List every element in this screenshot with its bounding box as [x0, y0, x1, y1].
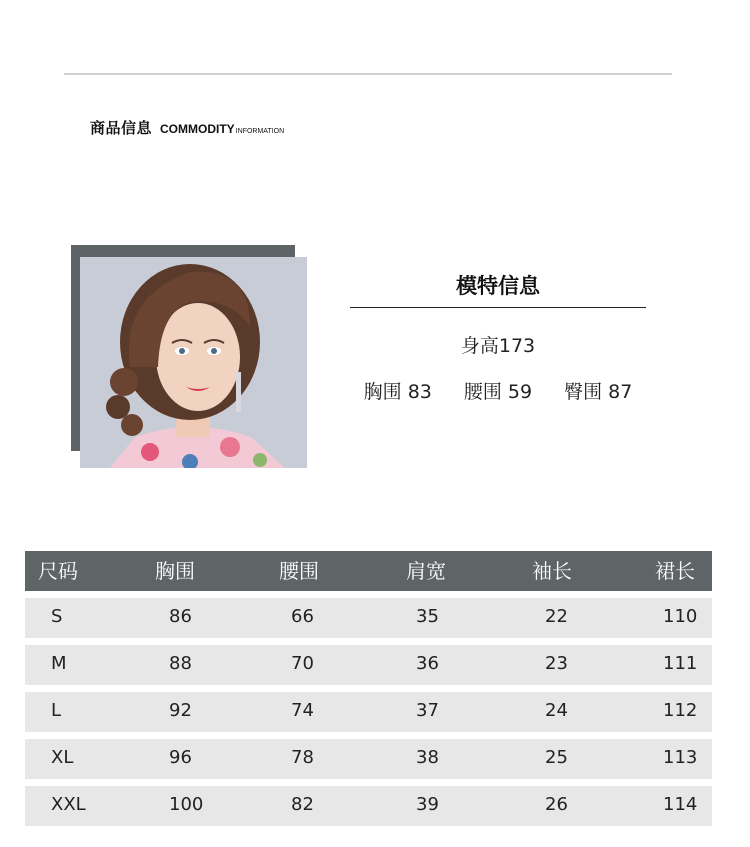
model-photo: [80, 257, 307, 468]
header-length: 裙长: [655, 559, 695, 583]
cell-length: 113: [663, 747, 698, 768]
cell-sleeve: 26: [545, 794, 568, 815]
table-row: [25, 645, 712, 685]
cell-length: 110: [663, 606, 698, 627]
cell-sleeve: 22: [545, 606, 568, 627]
cell-size: XXL: [51, 794, 86, 815]
cell-size: M: [51, 653, 67, 674]
cell-size: S: [51, 606, 63, 627]
cell-size: L: [51, 700, 62, 721]
cell-sleeve: 24: [545, 700, 568, 721]
table-row: [25, 786, 712, 826]
table-row: [25, 739, 712, 779]
header-bust: 胸围: [155, 559, 195, 583]
model-bust: 胸围 83: [363, 381, 432, 403]
cell-size: XL: [51, 747, 74, 768]
cell-shoulder: 35: [416, 606, 439, 627]
section-title-cn: 商品信息: [90, 119, 153, 137]
cell-waist: 66: [291, 606, 314, 627]
cell-bust: 96: [169, 747, 192, 768]
header-size: 尺码: [38, 559, 78, 583]
top-divider: [64, 73, 672, 75]
cell-waist: 82: [291, 794, 314, 815]
model-height: 身高173: [460, 335, 536, 357]
cell-waist: 70: [291, 653, 314, 674]
cell-length: 112: [663, 700, 698, 721]
cell-bust: 86: [169, 606, 192, 627]
model-info-title: 模特信息: [456, 274, 540, 298]
header-sleeve: 袖长: [532, 559, 572, 583]
header-waist: 腰围: [279, 559, 319, 583]
cell-waist: 78: [291, 747, 314, 768]
section-title-en: COMMODITY: [160, 122, 235, 136]
cell-shoulder: 39: [416, 794, 439, 815]
model-hip: 臀围 87: [564, 381, 633, 403]
section-title-en-small: INFORMATION: [235, 128, 285, 135]
table-row: [25, 598, 712, 638]
table-row: [25, 692, 712, 732]
cell-shoulder: 36: [416, 653, 439, 674]
cell-bust: 92: [169, 700, 192, 721]
size-table-header: [25, 551, 712, 591]
model-measurements: [350, 377, 646, 404]
size-table: [25, 551, 712, 826]
cell-sleeve: 25: [545, 747, 568, 768]
model-info-divider: [350, 307, 646, 308]
cell-waist: 74: [291, 700, 314, 721]
section-header: [90, 117, 284, 138]
cell-sleeve: 23: [545, 653, 568, 674]
cell-length: 114: [663, 794, 698, 815]
model-waist: 腰围 59: [463, 381, 533, 403]
cell-bust: 100: [169, 794, 204, 815]
cell-bust: 88: [169, 653, 192, 674]
cell-shoulder: 38: [416, 747, 439, 768]
cell-length: 111: [663, 653, 698, 674]
cell-shoulder: 37: [416, 700, 439, 721]
header-shoulder: 肩宽: [406, 559, 446, 583]
